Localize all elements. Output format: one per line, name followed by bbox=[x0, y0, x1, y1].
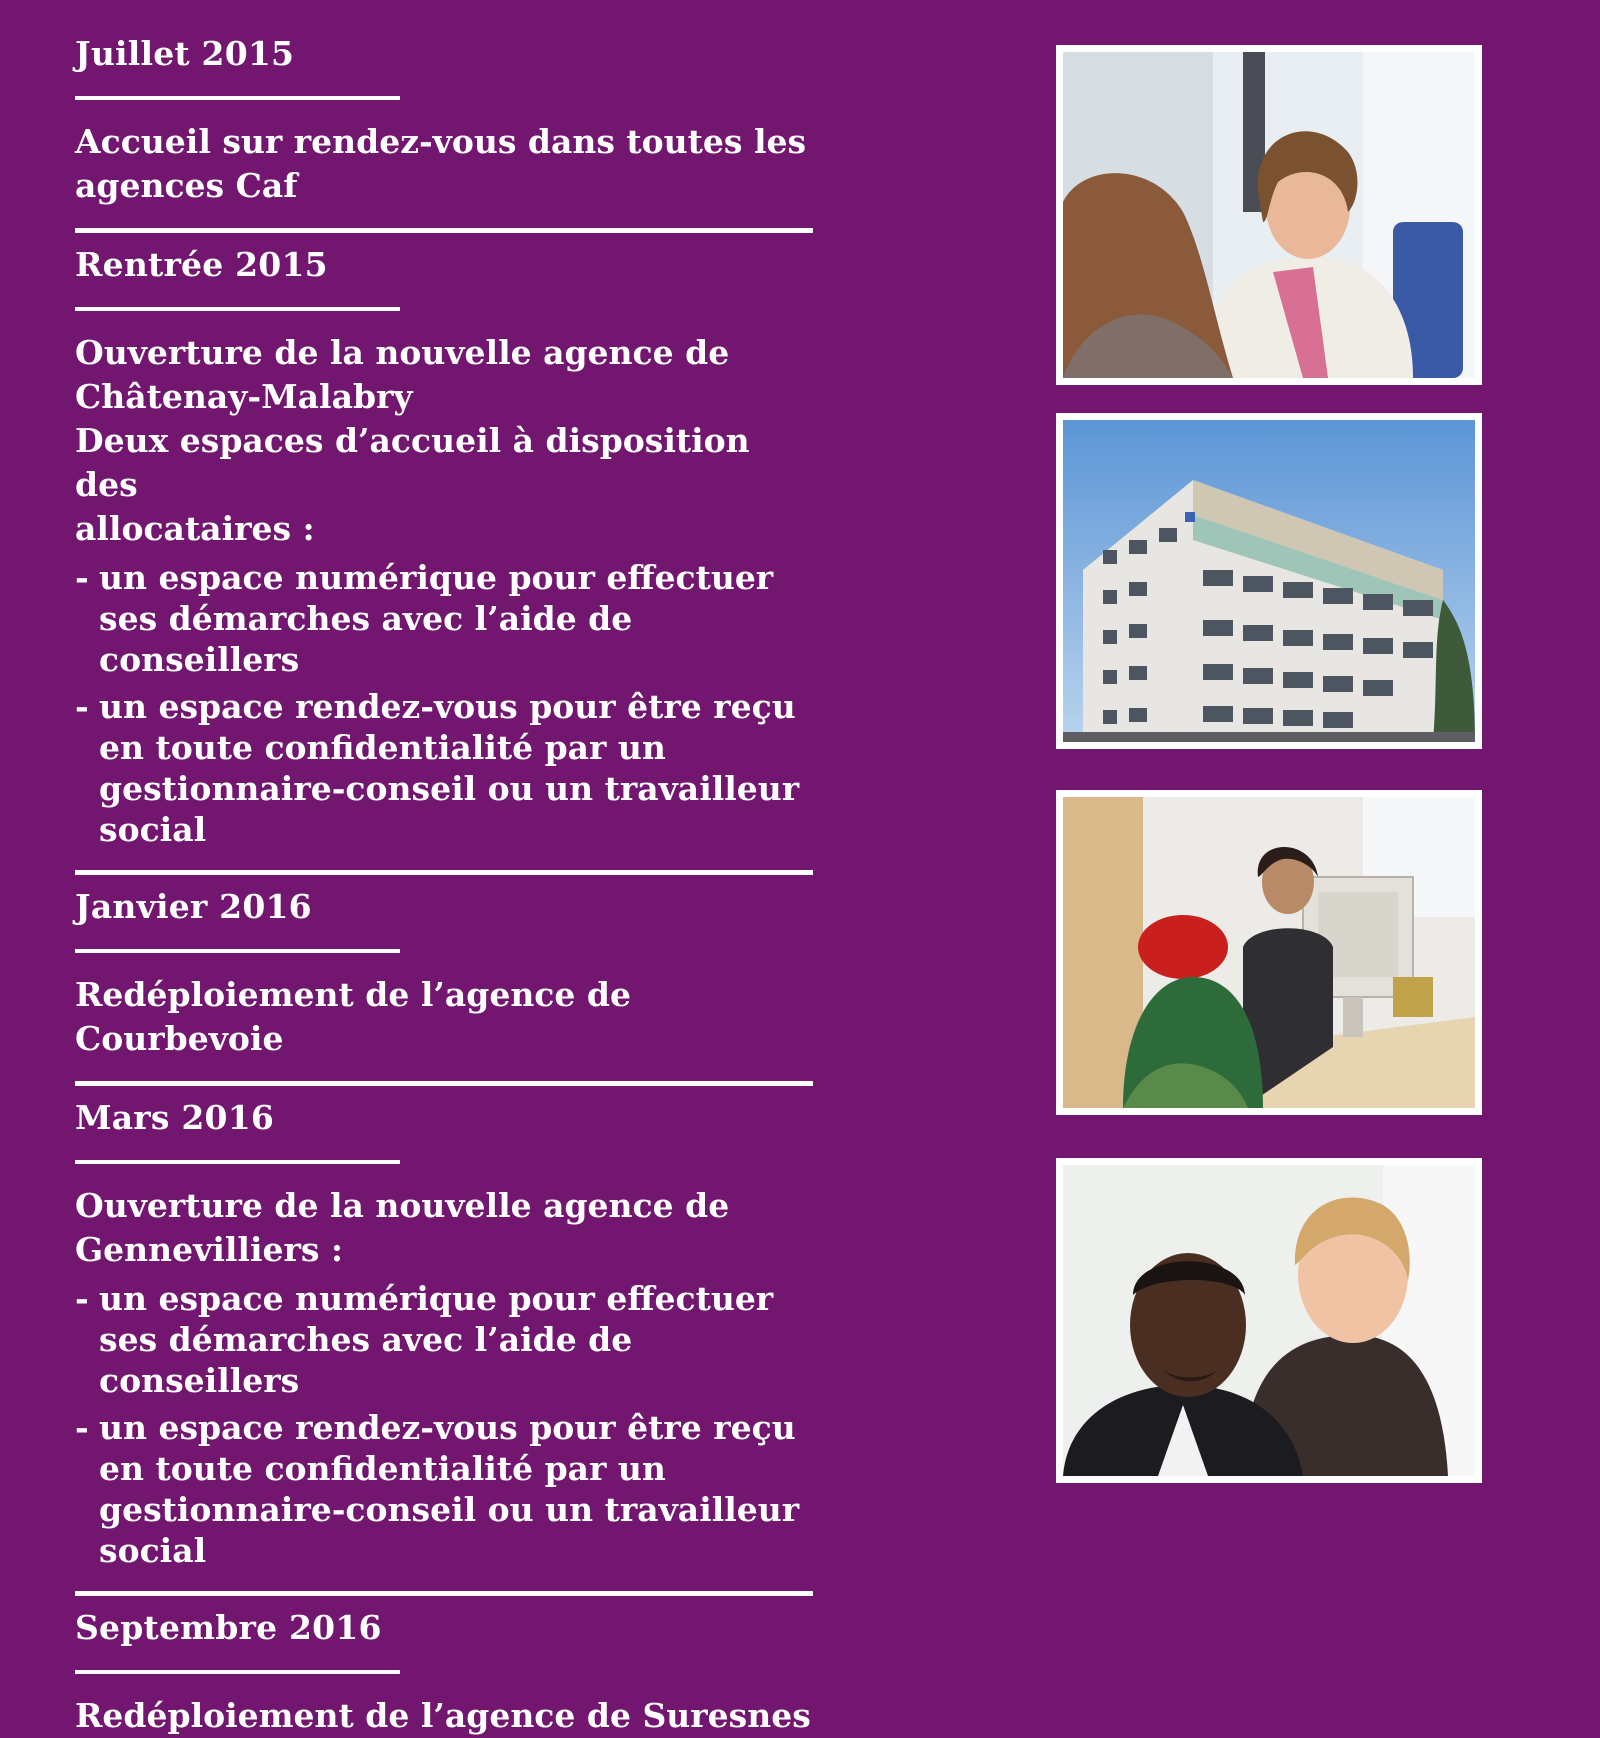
entry-text-line: Ouverture de la nouvelle agence de bbox=[75, 333, 730, 372]
photo-agency-building-image bbox=[1063, 420, 1475, 742]
date-underline bbox=[75, 307, 400, 311]
section-divider bbox=[75, 1081, 813, 1086]
bullet-text: un espace rendez-vous pour être reçu en toute confidentialité par un gestionnaire-conseil ou un travailleur social bbox=[99, 687, 800, 849]
bullet-dash: - bbox=[75, 1408, 89, 1447]
photo-advisor-with-visitor bbox=[1056, 1158, 1482, 1483]
entry-date: Rentrée 2015 bbox=[75, 245, 328, 284]
date-underline bbox=[75, 96, 400, 100]
photo-illustration bbox=[1063, 1165, 1475, 1476]
bullet-item bbox=[75, 1407, 815, 1571]
bullet-item bbox=[75, 557, 815, 680]
entry-text-line: Accueil sur rendez-vous dans toutes les bbox=[75, 122, 807, 161]
section-divider bbox=[75, 1591, 813, 1596]
bullet-text: un espace numérique pour effectuer ses démarches avec l’aide de conseillers bbox=[99, 1279, 774, 1400]
section-divider bbox=[75, 228, 813, 233]
entry-date: Juillet 2015 bbox=[75, 34, 295, 73]
entry-text-line: allocataires : bbox=[75, 509, 315, 548]
photo-counter-with-computer bbox=[1056, 790, 1482, 1115]
photo-counter-with-computer-image bbox=[1063, 797, 1475, 1108]
entry-text-line: Redéploiement de l’agence de Courbevoie bbox=[75, 975, 631, 1058]
entry-date: Janvier 2016 bbox=[75, 887, 312, 926]
photo-advisor-with-visitor-image bbox=[1063, 1165, 1475, 1476]
entry-date: Septembre 2016 bbox=[75, 1608, 382, 1647]
date-underline bbox=[75, 1160, 400, 1164]
bullet-dash: - bbox=[75, 687, 89, 726]
entry-date: Mars 2016 bbox=[75, 1098, 275, 1137]
timeline-entry-janvier-2016 bbox=[75, 887, 815, 1086]
photo-agent-greeting-visitor bbox=[1056, 45, 1482, 385]
entry-text-line: Gennevilliers : bbox=[75, 1230, 344, 1269]
entry-text-line: Deux espaces d’accueil à disposition des bbox=[75, 421, 750, 504]
bullet-text: un espace rendez-vous pour être reçu en toute confidentialité par un gestionnaire-conseil ou un travailleur social bbox=[99, 1408, 800, 1570]
photo-illustration bbox=[1063, 52, 1475, 378]
photo-illustration bbox=[1063, 797, 1475, 1108]
photo-agency-building bbox=[1056, 413, 1482, 749]
entry-text-line: Ouverture de la nouvelle agence de bbox=[75, 1186, 730, 1225]
timeline-entry-septembre-2016 bbox=[75, 1608, 815, 1738]
entry-text-line: Redéploiement de l’agence de Suresnes bbox=[75, 1696, 811, 1735]
timeline-entry-rentree-2015 bbox=[75, 245, 815, 875]
entry-text-line: Châtenay-Malabry bbox=[75, 377, 413, 416]
photo-agent-greeting-visitor-image bbox=[1063, 52, 1475, 378]
bullet-text: un espace numérique pour effectuer ses démarches avec l’aide de conseillers bbox=[99, 558, 774, 679]
bullet-dash: - bbox=[75, 558, 89, 597]
bullet-dash: - bbox=[75, 1279, 89, 1318]
timeline bbox=[75, 34, 815, 1738]
section-divider bbox=[75, 870, 813, 875]
timeline-entry-mars-2016 bbox=[75, 1098, 815, 1596]
entry-text-line: agences Caf bbox=[75, 166, 298, 205]
bullet-item bbox=[75, 1278, 815, 1401]
bullet-item bbox=[75, 686, 815, 850]
timeline-entry-juillet-2015 bbox=[75, 34, 815, 233]
date-underline bbox=[75, 949, 400, 953]
photo-illustration bbox=[1063, 420, 1475, 742]
date-underline bbox=[75, 1670, 400, 1674]
